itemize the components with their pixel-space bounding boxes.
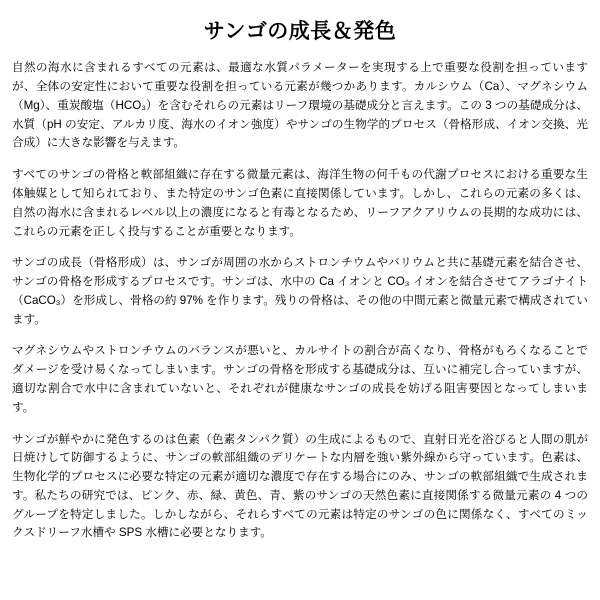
paragraph-4: マグネシウムやストロンチウムのバランスが悪いと、カルサイトの割合が高くなり、骨格がもろくなることでダメージを受け易くなってしまいます。サンゴの骨格を形成する基礎成分は、互いに補完し合っていますが、適切な割合で水中に含まれていないと、それぞれが健康なサンゴの成長を妨げる阻害要因となってしまいます。	[12, 344, 588, 414]
paragraph-2: すべてのサンゴの骨格と軟部組織に存在する微量元素は、海洋生物の何千もの代謝プロセスにおける重要な生体触媒として知られており、また特定のサンゴ色素に直接関係しています。しかし、これらの元素の多くは、自然の海水に含まれるレベル以上の濃度になると有毒となるため、リーフアクアリウムの長期的な成功には、これらの元素を正しく投与することが重要となります。	[12, 168, 588, 238]
paragraph-5: サンゴが鮮やかに発色するのは色素（色素タンパク質）の生成によるもので、直射日光を浴びると人間の肌が日焼けして防御するように、サンゴの軟部組織のデリケートな内層を強い紫外線から守っています。色素は、生物化学的プロセスに必要な特定の元素が適切な濃度で存在する場合にのみ、サンゴの軟部組織で生成されます。私たちの研究では、ピンク、赤、緑、黄色、青、紫のサンゴの天然色素に直接関係する微量元素の 4 つのグループを特定しました。しかしながら、それらすべての元素は特定のサンゴの色に関係なく、すべてのミックスドリーフ水槽や SPS 水槽に必要となります。	[12, 432, 588, 540]
paragraph-1: 自然の海水に含まれるすべての元素は、最適な水質パラメーターを実現する上で重要な役割を担っていますが、全体の安定性において重要な役割を担っている元素が幾つかあります。カルシウム（Ca）、マグネシウム（Mg）、重炭酸塩（HCO₃）を含むそれらの元素はリーフ環境の基礎成分と言えます。この 3 つの基礎成分は、水質（pH の安定、アルカリ度、海水のイオン強度）やサンゴの生物学的プロセス（骨格形成、イオン交換、光合成）に大きな影響を与えます。	[12, 61, 588, 150]
paragraph-3: サンゴの成長（骨格形成）は、サンゴが周囲の水からストロンチウムやバリウムと共に基礎元素を結合させ、サンゴの骨格を形成するプロセスです。サンゴは、水中の Ca イオンと CO₃ イオンを結合させてアラゴナイト（CaCO₃）を形成し、骨格の約 97% を作ります。残りの骨格は、その他の中間元素と微量元素で構成されています。	[12, 256, 588, 326]
page-title: サンゴの成長＆発色	[203, 20, 397, 43]
